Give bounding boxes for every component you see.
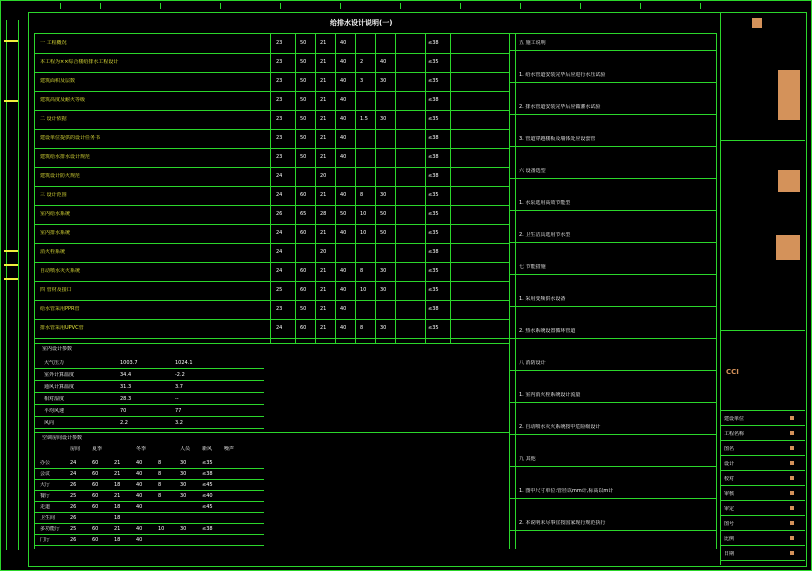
room-name: 走道 [40,504,51,510]
param-winter: 77 [175,408,182,414]
room-name: 多功能厅 [40,526,61,532]
row-cell: 21 [320,135,327,141]
row-cell: ≤38 [428,173,439,179]
param-row-line [34,392,264,393]
param-winter: -- [175,396,179,402]
note-text: 九 其他 [519,456,536,462]
row-cell: 24 [276,230,283,236]
row-cell: 50 [300,135,307,141]
row-cell: 40 [340,40,347,46]
tb-mark [790,536,794,540]
note-text: 2. 卫生洁具选用节水型 [519,232,571,238]
room-cell: 30 [180,471,187,477]
room-col-header: 噪声 [224,446,235,452]
room-cell: 18 [114,515,121,521]
row-line [34,148,509,149]
row-line [34,243,509,244]
room-row-line [34,490,264,491]
row-cell: 30 [380,116,387,122]
note-line [509,306,716,307]
row-cell: ≤35 [428,268,439,274]
row-cell: 21 [320,116,327,122]
tb-row-label: 建设单位 [724,416,745,422]
room-row-line [34,545,264,546]
row-label: 一 工程概况 [40,40,67,46]
row-cell: 21 [320,154,327,160]
note-line [509,114,716,115]
row-cell: 8 [360,192,364,198]
tb-mark [790,551,794,555]
room-cell: 10 [158,526,165,532]
param-key: 相对湿度 [44,396,65,402]
tb-mark [790,446,794,450]
row-label: 自动喷水灭火系统 [40,268,81,274]
room-cell: 30 [180,482,187,488]
tb-row-line [720,560,805,561]
row-cell: 21 [320,59,327,65]
param-summer: 70 [120,408,127,414]
row-cell: 24 [276,268,283,274]
room-cell: 26 [70,504,77,510]
room-cell: 24 [70,460,77,466]
row-cell: 30 [380,287,387,293]
note-line [509,178,716,179]
row-line [34,338,509,339]
row-cell: ≤38 [428,249,439,255]
param-summer: 34.4 [120,372,132,378]
room-cell: 40 [136,504,143,510]
room-cell: 26 [70,515,77,521]
room-cell: 8 [158,471,162,477]
room-cell: ≤45 [202,504,213,510]
row-cell: ≤38 [428,135,439,141]
tb-mark [790,476,794,480]
row-cell: 21 [320,40,327,46]
row-line [34,224,509,225]
tb-row-line [720,515,805,516]
room-col-header: 房间 [70,446,81,452]
row-cell: ≤35 [428,287,439,293]
row-cell: 60 [300,230,307,236]
note-line [509,498,716,499]
row-cell: 2 [360,59,364,65]
param-winter: -2.2 [175,372,185,378]
row-line [34,110,509,111]
row-cell: 40 [380,59,387,65]
room-cell: 60 [92,537,99,543]
row-cell: ≤38 [428,154,439,160]
tb-mark [790,431,794,435]
row-line [34,281,509,282]
room-cell: 18 [114,482,121,488]
row-cell: 10 [360,230,367,236]
room-cell: 18 [114,537,121,543]
room-cell: 40 [136,460,143,466]
param-row-line [34,380,264,381]
room-cell: 40 [136,526,143,532]
param-summer: 31.3 [120,384,132,390]
row-label: 消火栓系统 [40,249,66,255]
room-cell: 60 [92,482,99,488]
seal-block-2 [776,235,800,260]
row-line [34,91,509,92]
row-cell: 40 [340,268,347,274]
row-line [34,300,509,301]
row-line [34,167,509,168]
row-cell: 50 [300,40,307,46]
row-cell: ≤35 [428,116,439,122]
row-cell: 60 [300,192,307,198]
row-cell: 40 [340,287,347,293]
tb-row-label: 工程名称 [724,431,745,437]
row-label: 本工程为××综合楼给排水工程设计 [40,59,119,65]
note-line [509,146,716,147]
note-text: 1. 给水管道安装完毕后应进行水压试验 [519,72,606,78]
room-cell: 25 [70,526,77,532]
room-cell: 26 [70,482,77,488]
param-key: 室外计算温度 [44,372,75,378]
tb-row-line [720,485,805,486]
row-cell: ≤38 [428,306,439,312]
row-cell: 24 [276,192,283,198]
room-name: 餐厅 [40,493,51,499]
row-cell: 60 [300,268,307,274]
room-cell: 60 [92,471,99,477]
row-cell: 40 [340,192,347,198]
note-line [509,338,716,339]
param-row-line [34,416,264,417]
room-cell: 40 [136,471,143,477]
row-cell: 50 [300,154,307,160]
row-cell: 30 [380,268,387,274]
room-cell: 8 [158,460,162,466]
row-label: 排水管采用UPVC管 [40,325,84,331]
room-cell: 21 [114,493,121,499]
row-label: 建筑设计防火规范 [40,173,81,179]
tb-row-label: 审定 [724,506,735,512]
tb-row-line [720,500,805,501]
note-text: 3. 管道穿越楼板及墙体处应设套管 [519,136,596,142]
row-cell: 24 [276,325,283,331]
row-label: 建筑高度及耐火等级 [40,97,86,103]
row-line [34,129,509,130]
param-winter: 3.7 [175,384,183,390]
room-name: 卫生间 [40,515,56,521]
note-line [509,434,716,435]
tb-row-line [720,530,805,531]
row-cell: 20 [320,173,327,179]
row-cell: 30 [380,325,387,331]
row-cell: ≤35 [428,192,439,198]
room-name: 大厅 [40,482,51,488]
row-cell: 50 [300,59,307,65]
note-text: 1. 采用变频供水设备 [519,296,566,302]
note-line [509,210,716,211]
note-line [509,50,716,51]
param-summer: 2.2 [120,420,128,426]
note-text: 八 消防设计 [519,360,546,366]
tb-row-label: 日期 [724,551,735,557]
row-cell: 24 [276,249,283,255]
note-text: 六 设备选型 [519,168,546,174]
room-cell: 8 [158,482,162,488]
note-text: 2. 热水系统设置循环管道 [519,328,576,334]
param-key: 大气压力 [44,360,65,366]
tb-row-label: 设计 [724,461,735,467]
row-cell: 60 [300,287,307,293]
room-cell: 21 [114,471,121,477]
row-cell: 40 [340,325,347,331]
row-cell: 40 [340,78,347,84]
tb-row-line [720,455,805,456]
row-line [34,319,509,320]
row-cell: 50 [380,230,387,236]
room-row-line [34,534,264,535]
row-cell: 50 [300,97,307,103]
row-cell: 65 [300,211,307,217]
row-cell: 3 [360,78,364,84]
tb-row-line [720,545,805,546]
room-row-line [34,479,264,480]
row-cell: 23 [276,306,283,312]
note-line [509,466,716,467]
room-col-header: 人员 [180,446,191,452]
room-row-line [34,523,264,524]
row-cell: 10 [360,211,367,217]
row-line [34,72,509,73]
room-cell: 25 [70,493,77,499]
room-row-line [34,468,264,469]
param-row-line [34,428,264,429]
row-label: 二 设计依据 [40,116,67,122]
room-cell: 30 [180,526,187,532]
row-cell: 23 [276,78,283,84]
row-cell: 1.5 [360,116,368,122]
seal-block [778,170,800,192]
tb-mark [790,506,794,510]
tb-mark [790,416,794,420]
note-text: 1. 图中尺寸单位:管径以mm计,标高以m计 [519,488,614,494]
row-cell: 30 [380,78,387,84]
note-text: 1. 水泵选用高效节能型 [519,200,571,206]
row-cell: ≤38 [428,40,439,46]
stamp-block [778,70,800,120]
room-cell: 24 [70,471,77,477]
room-cell: 21 [114,526,121,532]
param-summer: 28.3 [120,396,132,402]
row-cell: 23 [276,59,283,65]
row-label: 室内给水系统 [40,211,71,217]
row-cell: 21 [320,306,327,312]
row-cell: 21 [320,230,327,236]
row-cell: 40 [340,306,347,312]
room-name: 会议 [40,471,51,477]
row-label: 建筑给水排水设计规范 [40,154,91,160]
row-cell: 23 [276,154,283,160]
row-cell: 50 [300,78,307,84]
row-cell: 25 [276,287,283,293]
room-cell: 18 [114,504,121,510]
tb-row-line [720,425,805,426]
param-winter: 3.2 [175,420,183,426]
room-row-line [34,512,264,513]
row-cell: 8 [360,268,364,274]
note-line [509,82,716,83]
room-cell: ≤38 [202,526,213,532]
row-cell: 40 [340,154,347,160]
tb-row-label: 图号 [724,521,735,527]
param-row-line [34,404,264,405]
room-col-header: 夏季 [92,446,103,452]
tb-row-label: 比例 [724,536,735,542]
row-label: 给水管采用PPR管 [40,306,80,312]
row-cell: 20 [320,249,327,255]
tb-row-label: 审核 [724,491,735,497]
row-cell: ≤35 [428,78,439,84]
row-cell: 23 [276,135,283,141]
row-line [34,53,509,54]
row-cell: 40 [340,230,347,236]
note-text: 2. 本说明未尽事宜按国家现行规范执行 [519,520,606,526]
room-cell: 21 [114,460,121,466]
note-text: 七 节能措施 [519,264,546,270]
row-cell: ≤38 [428,97,439,103]
note-line [509,402,716,403]
design-params-header: 室内设计参数 [42,346,73,352]
row-cell: 40 [340,135,347,141]
room-cell: 30 [180,493,187,499]
row-line [34,205,509,206]
row-cell: 26 [276,211,283,217]
sheet-title: 给排水设计说明(一) [330,19,393,27]
stamp-swatch [752,18,762,28]
row-cell: 60 [300,325,307,331]
row-cell: 40 [340,97,347,103]
row-cell: 10 [360,287,367,293]
param-summer: 1003.7 [120,360,138,366]
row-cell: 50 [340,211,347,217]
company-logo: CCI [726,368,739,376]
row-cell: ≤35 [428,211,439,217]
row-cell: 21 [320,97,327,103]
room-col-header: 冬季 [136,446,147,452]
tb-mark [790,491,794,495]
row-cell: 21 [320,268,327,274]
room-cell: ≤35 [202,460,213,466]
note-text: 2. 排水管道安装完毕后应做灌水试验 [519,104,601,110]
note-line [509,242,716,243]
row-cell: 50 [380,211,387,217]
tb-mark [790,521,794,525]
tb-mark [790,461,794,465]
row-cell: 40 [340,59,347,65]
row-label: 建筑面积及层数 [40,78,76,84]
param-row-line [34,368,264,369]
tb-row-label: 校对 [724,476,735,482]
note-line [509,530,716,531]
row-label: 四 管材及接口 [40,287,72,293]
room-cell: 40 [136,537,143,543]
row-line [34,262,509,263]
room-row-line [34,501,264,502]
tb-row-label: 图名 [724,446,735,452]
row-cell: 8 [360,325,364,331]
room-cell: 40 [136,493,143,499]
row-cell: 50 [300,306,307,312]
room-cell: 60 [92,504,99,510]
room-cell: 26 [70,537,77,543]
param-key: 风向 [44,420,55,426]
row-cell: 28 [320,211,327,217]
note-line [509,274,716,275]
room-cell: 30 [180,460,187,466]
room-cell: ≤45 [202,482,213,488]
note-text: 五 施工说明 [519,40,546,46]
row-cell: 50 [300,116,307,122]
row-cell: ≤35 [428,325,439,331]
tb-row-line [720,440,805,441]
room-col-header: 新风 [202,446,213,452]
row-cell: 40 [340,116,347,122]
row-cell: 30 [380,192,387,198]
room-name: 门厅 [40,537,51,543]
row-cell: 21 [320,287,327,293]
row-cell: 23 [276,97,283,103]
room-cell: 60 [92,460,99,466]
param-key: 平均风速 [44,408,65,414]
note-line [509,370,716,371]
row-cell: ≤35 [428,59,439,65]
row-cell: 23 [276,40,283,46]
param-winter: 1024.1 [175,360,193,366]
room-params-header: 空调房间设计参数 [42,435,83,441]
note-text: 2. 自动喷水灭火系统按中危险级设计 [519,424,601,430]
row-cell: 23 [276,116,283,122]
row-cell: 24 [276,173,283,179]
row-label: 三 设计范围 [40,192,67,198]
room-cell: 40 [136,482,143,488]
row-cell: ≤35 [428,230,439,236]
room-name: 办公 [40,460,51,466]
row-cell: 21 [320,192,327,198]
room-cell: ≤40 [202,493,213,499]
row-label: 建设单位提供的设计任务书 [40,135,101,141]
row-label: 室内排水系统 [40,230,71,236]
note-text: 1. 室内消火栓系统设计流量 [519,392,581,398]
room-cell: ≤38 [202,471,213,477]
row-cell: 21 [320,325,327,331]
room-cell: 60 [92,493,99,499]
row-cell: 21 [320,78,327,84]
tb-row-line [720,470,805,471]
room-cell: 60 [92,526,99,532]
room-cell: 8 [158,493,162,499]
param-key: 通风计算温度 [44,384,75,390]
row-line [34,186,509,187]
